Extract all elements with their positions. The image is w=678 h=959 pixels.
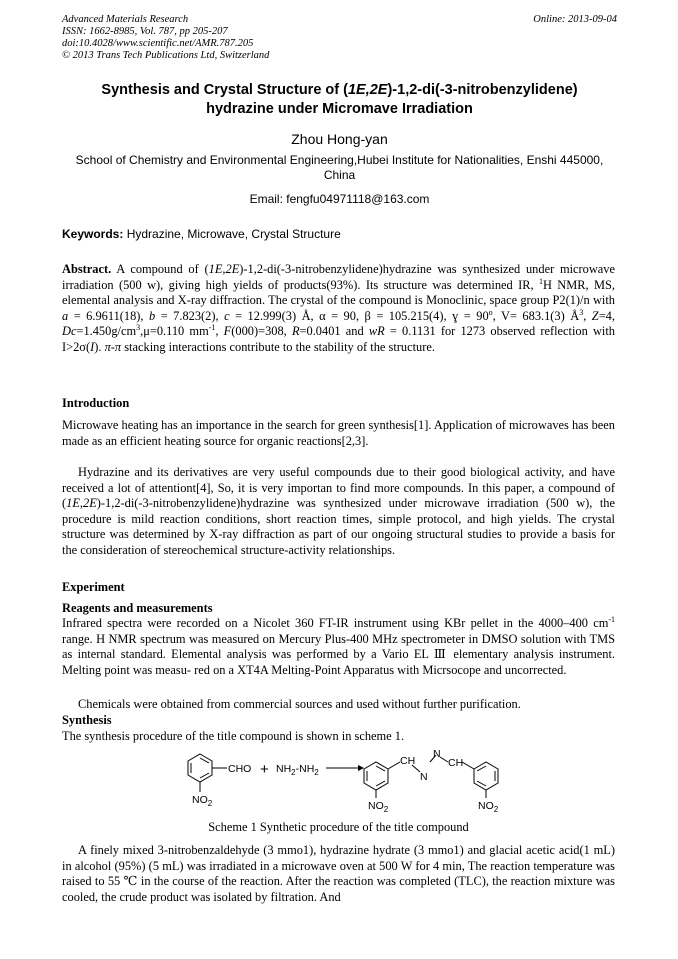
benzene-ring-product-right xyxy=(474,762,498,790)
no2-label-left xyxy=(368,800,389,814)
cho-label: CHO xyxy=(228,763,252,775)
author-email: Email: fengfu04971118@163.com xyxy=(249,192,430,206)
bond-line xyxy=(440,757,448,762)
intro-text: Hydrazine and its derivatives are very useful compounds due to their good biological activity, and have received a lot of attentiont[4], So, it is very importan to find more compounds. In this paper, a compound of ( xyxy=(62,465,615,511)
intro-paragraph-2 xyxy=(62,465,615,559)
n-label-lower: N xyxy=(420,771,428,783)
abstract-text: )-1,2-di(-3-nitrobenzylidene)hydrazine was synthesized under microwave irradiation (500 w), giving high yields of products(93%). Its structure was determined IR, xyxy=(62,262,616,292)
reaction-scheme xyxy=(180,748,520,816)
dash-text: - xyxy=(295,763,300,775)
no2-sub: 2 xyxy=(383,805,389,814)
abstract-text: ). xyxy=(94,339,105,354)
abstract-text: =4, xyxy=(598,308,615,323)
abstract-sup: 3 xyxy=(579,307,584,317)
benzene-ring-reactant xyxy=(188,754,227,792)
abstract-italic: I xyxy=(90,339,95,354)
abstract-text: H NMR, MS, elemental analysis and X-ray diffraction. The crystal of the compound is Monoclinic, space group P2(1)/n with xyxy=(62,277,616,308)
keywords xyxy=(62,227,617,241)
abstract-italic: a xyxy=(62,308,69,323)
abstract-text: =0.0401 and xyxy=(299,324,369,339)
no2-sub: 2 xyxy=(207,799,213,808)
title-italic: 1E,2E xyxy=(347,82,388,98)
synthesis-intro: The synthesis procedure of the title compound is shown in scheme 1. xyxy=(62,729,405,743)
no2-text: NO xyxy=(368,800,384,812)
affiliation: School of Chemistry and Environmental Engineering,Hubei Institute for Nationalities, Enshi 445000, China xyxy=(75,153,604,182)
abstract-text: stacking interactions contribute to the stability of the structure. xyxy=(121,339,435,354)
keywords-text: Hydrazine, Microwave, Crystal Structure xyxy=(123,227,341,241)
abstract-text: =1.450g/cm xyxy=(76,324,137,339)
nh-sub: 2 xyxy=(291,768,296,777)
title-part: )-1,2-di(-3-nitrobenzylidene) xyxy=(387,82,578,98)
abstract xyxy=(62,262,615,356)
reagents-text: range. H NMR spectrum was measured on Mercury Plus-400 MHz spectrometer in DMSO solution with TMS as internal standard. Elemental analysis was performed by a Vario EL Ⅲ elementary analysis instrument. Melting point was measu- red on a XT4A Melting-Point Apparatus with Micrsocope and uncorrected. xyxy=(62,631,615,677)
intro-italic: 1E,2E xyxy=(66,496,97,511)
title-part: Synthesis and Crystal Structure of ( xyxy=(101,82,348,98)
hydrazine-label xyxy=(276,763,319,777)
journal-name: Advanced Materials Research xyxy=(62,14,189,25)
keywords-label: Keywords: xyxy=(62,227,124,241)
section-heading-experiment: Experiment xyxy=(62,580,125,594)
no2-text: NO xyxy=(192,794,208,806)
section-heading-introduction: Introduction xyxy=(62,396,130,410)
abstract-text: A compound of ( xyxy=(111,262,209,276)
subsection-heading-reagents: Reagents and measurements xyxy=(62,601,213,615)
abstract-text: , xyxy=(583,308,592,323)
ch-label-right: CH xyxy=(448,757,464,769)
abstract-italic: F xyxy=(223,324,232,339)
abstract-sup: 1 xyxy=(538,276,543,286)
reagents-text: Infrared spectra were recorded on a Nicolet 360 FT-IR instrument using KBr pellet in the 4000–400 cm xyxy=(62,616,609,630)
chemicals-paragraph: Chemicals were obtained from commercial sources and used without further purification. xyxy=(78,697,521,711)
abstract-text: = 0.1131 for 1273 observed reflection with I>2σ( xyxy=(62,324,615,354)
nh-text: NH xyxy=(276,763,292,775)
abstract-sup: 3 xyxy=(136,323,141,333)
abstract-text: = 7.823(2), xyxy=(155,308,225,323)
bond-line xyxy=(462,762,474,769)
abstract-italic: c xyxy=(224,308,230,323)
abstract-text: , xyxy=(215,324,224,339)
abstract-text: = 6.9611(18), xyxy=(68,308,150,323)
online-date: Online: 2013-09-04 xyxy=(533,14,617,25)
abstract-text: ,μ=0.110 mm xyxy=(140,324,209,339)
no2-text: NO xyxy=(478,800,494,812)
abstract-text: (000)=308, xyxy=(231,324,292,339)
doi: doi:10.4028/www.scientific.net/AMR.787.205 xyxy=(62,38,254,49)
subsection-heading-synthesis: Synthesis xyxy=(62,713,112,727)
author-name: Zhou Hong-yan xyxy=(291,131,388,147)
abstract-italic: wR xyxy=(368,324,385,339)
abstract-italic: π-π xyxy=(104,339,122,354)
abstract-italic: Z xyxy=(591,308,599,323)
no2-sub: 2 xyxy=(493,805,499,814)
plus-sign: + xyxy=(260,761,269,778)
abstract-italic: 1E,2E xyxy=(208,262,240,276)
arrow-head xyxy=(358,765,364,771)
title-line2: hydrazine under Micromave Irradiation xyxy=(206,101,473,117)
abstract-text: , V= 683.1(3) Å xyxy=(492,308,580,323)
reagents-paragraph xyxy=(62,616,615,678)
abstract-italic: R xyxy=(291,324,300,339)
abstract-label: Abstract. xyxy=(62,262,112,276)
bond-line xyxy=(388,762,400,769)
procedure-paragraph: A finely mixed 3-nitrobenzaldehyde (3 mmo1), hydrazine hydrate (3 mmo1) and glacial acetic acid(1 mL) in alcohol (95%) (5 mL) was irradiated in a microwave oven at 500 W for 4 min, The reaction temperature was raised to 55 ℃ in the course of the reaction. After the reaction was completed (TLC), the reaction mixture was cooled, the crude product was isolated by filtration. And xyxy=(62,843,615,904)
paper-title xyxy=(62,81,617,119)
scheme-caption: Scheme 1 Synthetic procedure of the title compound xyxy=(208,820,469,834)
abstract-italic: b xyxy=(149,308,156,323)
reaction-arrow xyxy=(326,765,364,771)
no2-label xyxy=(192,794,213,808)
reagents-sup: -1 xyxy=(608,614,615,624)
nh-sub: 2 xyxy=(314,768,319,777)
nh-text: NH xyxy=(299,763,315,775)
abstract-italic: Dc xyxy=(62,324,77,339)
abstract-sup: -1 xyxy=(208,323,216,333)
abstract-sup: o xyxy=(488,307,493,317)
n-label-upper: N xyxy=(433,748,441,760)
intro-text: )-1,2-di(-3-nitrobenzylidene)hydrazine was synthesized under microwave irradiation (500 w), the procedure is mild reaction conditions, short reaction times, simple protocol, and high yields. The crystal structure was determined by X-ray diffraction as part of our ongoing structural studies to provide a basis for the consideration of stereochemical structure-activity relationships. xyxy=(62,496,615,557)
no2-label-right xyxy=(478,800,499,814)
abstract-text: = 12.999(3) Å, α = 90, β = 105.215(4), ɣ = 90 xyxy=(229,308,489,323)
intro-paragraph-1: Microwave heating has an importance in the search for green synthesis[1]. Application of microwaves has been made as an efficient heating source for organic reactions[2,3]. xyxy=(62,418,615,448)
issn: ISSN: 1662-8985, Vol. 787, pp 205-207 xyxy=(62,26,228,37)
journal-header xyxy=(62,14,617,62)
copyright: © 2013 Trans Tech Publications Ltd, Switzerland xyxy=(62,50,270,61)
ch-label-left: CH xyxy=(400,755,416,767)
